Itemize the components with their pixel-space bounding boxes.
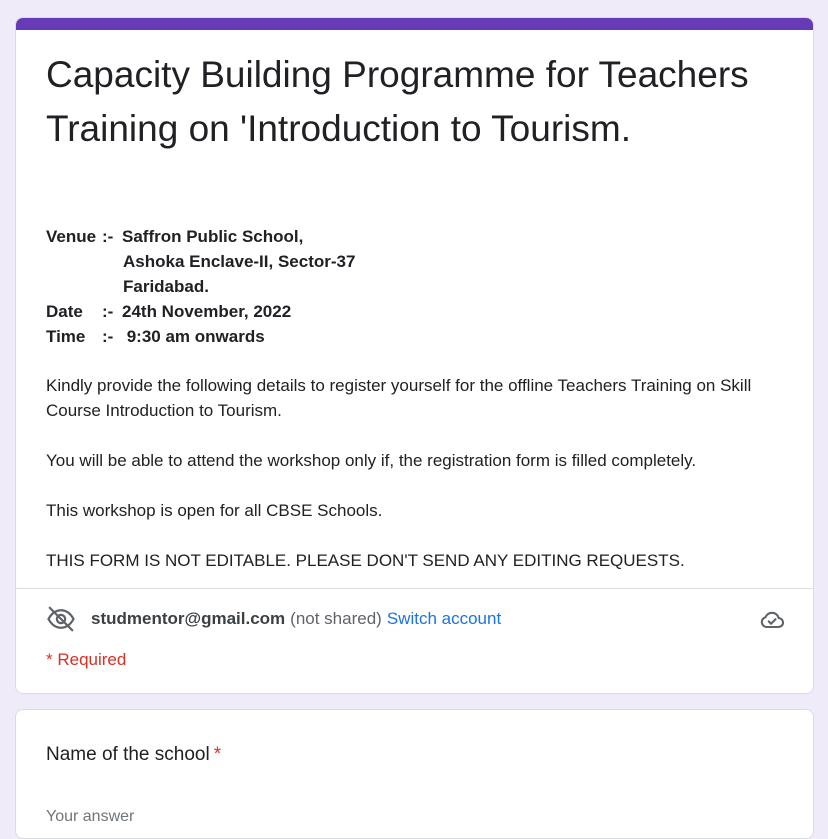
question-text: Name of the school: [46, 744, 210, 765]
account-row: [46, 604, 786, 634]
form-title: Capacity Building Programme for Teachers Training on 'Introduction to Tourism.: [46, 54, 749, 149]
venue-label: Venue: [46, 227, 97, 246]
form-description: [46, 373, 791, 598]
date-separator: :-: [102, 302, 114, 321]
venue-separator: :-: [102, 227, 114, 246]
venue-line-2: Ashoka Enclave-II, Sector-37: [123, 252, 356, 271]
venue-line-3: Faridabad.: [123, 277, 209, 296]
question-label: [46, 744, 221, 766]
cloud-check-icon: [758, 606, 786, 634]
date-label: Date: [46, 302, 83, 321]
accent-bar: [16, 18, 813, 30]
required-asterisk: *: [213, 744, 222, 765]
shared-status: (not shared): [290, 609, 382, 628]
venue-row: [46, 224, 355, 249]
divider: [16, 588, 813, 589]
venue-line-1: Saffron Public School,: [122, 227, 304, 246]
description-paragraph: This workshop is open for all CBSE Schools.: [46, 501, 383, 520]
description-paragraph: You will be able to attend the workshop only if, the registration form is filled completely.: [46, 451, 697, 470]
description-paragraph: THIS FORM IS NOT EDITABLE. PLEASE DON'T SEND ANY EDITING REQUESTS.: [46, 551, 685, 570]
eye-off-icon: [46, 604, 76, 634]
time-label: Time: [46, 327, 86, 346]
time-separator: :-: [102, 327, 114, 346]
question-card: [15, 709, 814, 839]
date-row: [46, 299, 355, 324]
description-paragraph: Kindly provide the following details to register yourself for the offline Teachers Training on Skill Course Introduction to Tourism.: [46, 376, 752, 420]
time-value: 9:30 am onwards: [122, 327, 265, 346]
school-name-input[interactable]: [46, 808, 426, 826]
date-value: 24th November, 2022: [122, 302, 292, 321]
required-note: * Required: [46, 650, 127, 669]
event-details: [46, 224, 355, 349]
switch-account-link[interactable]: Switch account: [386, 609, 502, 628]
time-row: [46, 324, 355, 349]
account-email: studmentor@gmail.com: [91, 609, 286, 628]
form-header-card: [15, 17, 814, 694]
